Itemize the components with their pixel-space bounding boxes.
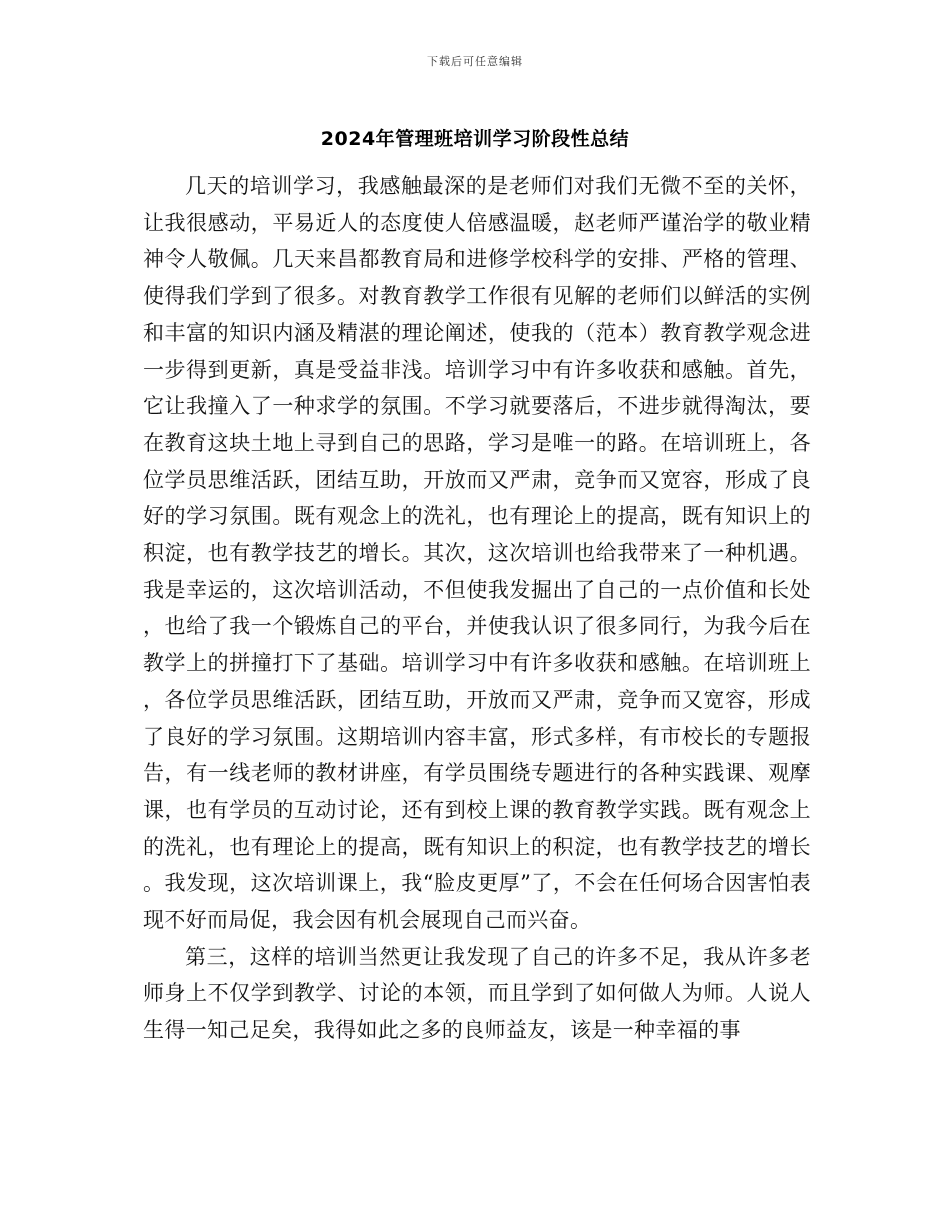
- body-paragraph-1: 几天的培训学习，我感触最深的是老师们对我们无微不至的关怀，让我很感动，平易近人的态度使人倍感温暖，赵老师严谨治学的敬业精神令人敬佩。几天来昌都教育局和进修学校科学的安排、严格的管理、使得我们学到了很多。对教育教学工作很有见解的老师们以鲜活的实例和丰富的知识内涵及精湛的理论阐述，使我的（范本）教育教学观念进一步得到更新，真是受益非浅。培训学习中有许多收获和感触。首先，它让我撞入了一种求学的氛围。不学习就要落后，不进步就得淘汰，要在教育这块土地上寻到自己的思路，学习是唯一的路。在培训班上，各位学员思维活跃，团结互助，开放而又严肃，竞争而又宽容，形成了良好的学习氛围。既有观念上的洗礼，也有理论上的提高，既有知识上的积淀，也有教学技艺的增长。其次，这次培训也给我带来了一种机遇。我是幸运的，这次培训活动，不但使我发掘出了自己的一点价值和长处，也给了我一个锻炼自己的平台，并使我认识了很多同行，为我今后在教学上的拼撞打下了基础。培训学习中有许多收获和感触。在培训班上，各位学员思维活跃，团结互助，开放而又严肃，竞争而又宽容，形成了良好的学习氛围。这期培训内容丰富，形式多样，有市校长的专题报告，有一线老师的教材讲座，有学员围绕专题进行的各种实践课、观摩课，也有学员的互动讨论，还有到校上课的教育教学实践。既有观念上的洗礼，也有理论上的提高，既有知识上的积淀，也有教学技艺的增长。我发现，这次培训课上，我“脸皮更厚”了，不会在任何场合因害怕表现不好而局促，我会因有机会展现自己而兴奋。: [143, 174, 811, 933]
- document-title: 2024年管理班培训学习阶段性总结: [320, 128, 630, 150]
- document-body: [143, 168, 811, 1049]
- page-header-note: 下载后可任意编辑: [427, 55, 523, 68]
- body-paragraph-2: 第三，这样的培训当然更让我发现了自己的许多不足，我从许多老师身上不仅学到教学、讨论的本领，而且学到了如何做人为师。人说人生得一知己足矣，我得如此之多的良师益友，该是一种幸福的事: [143, 944, 811, 1043]
